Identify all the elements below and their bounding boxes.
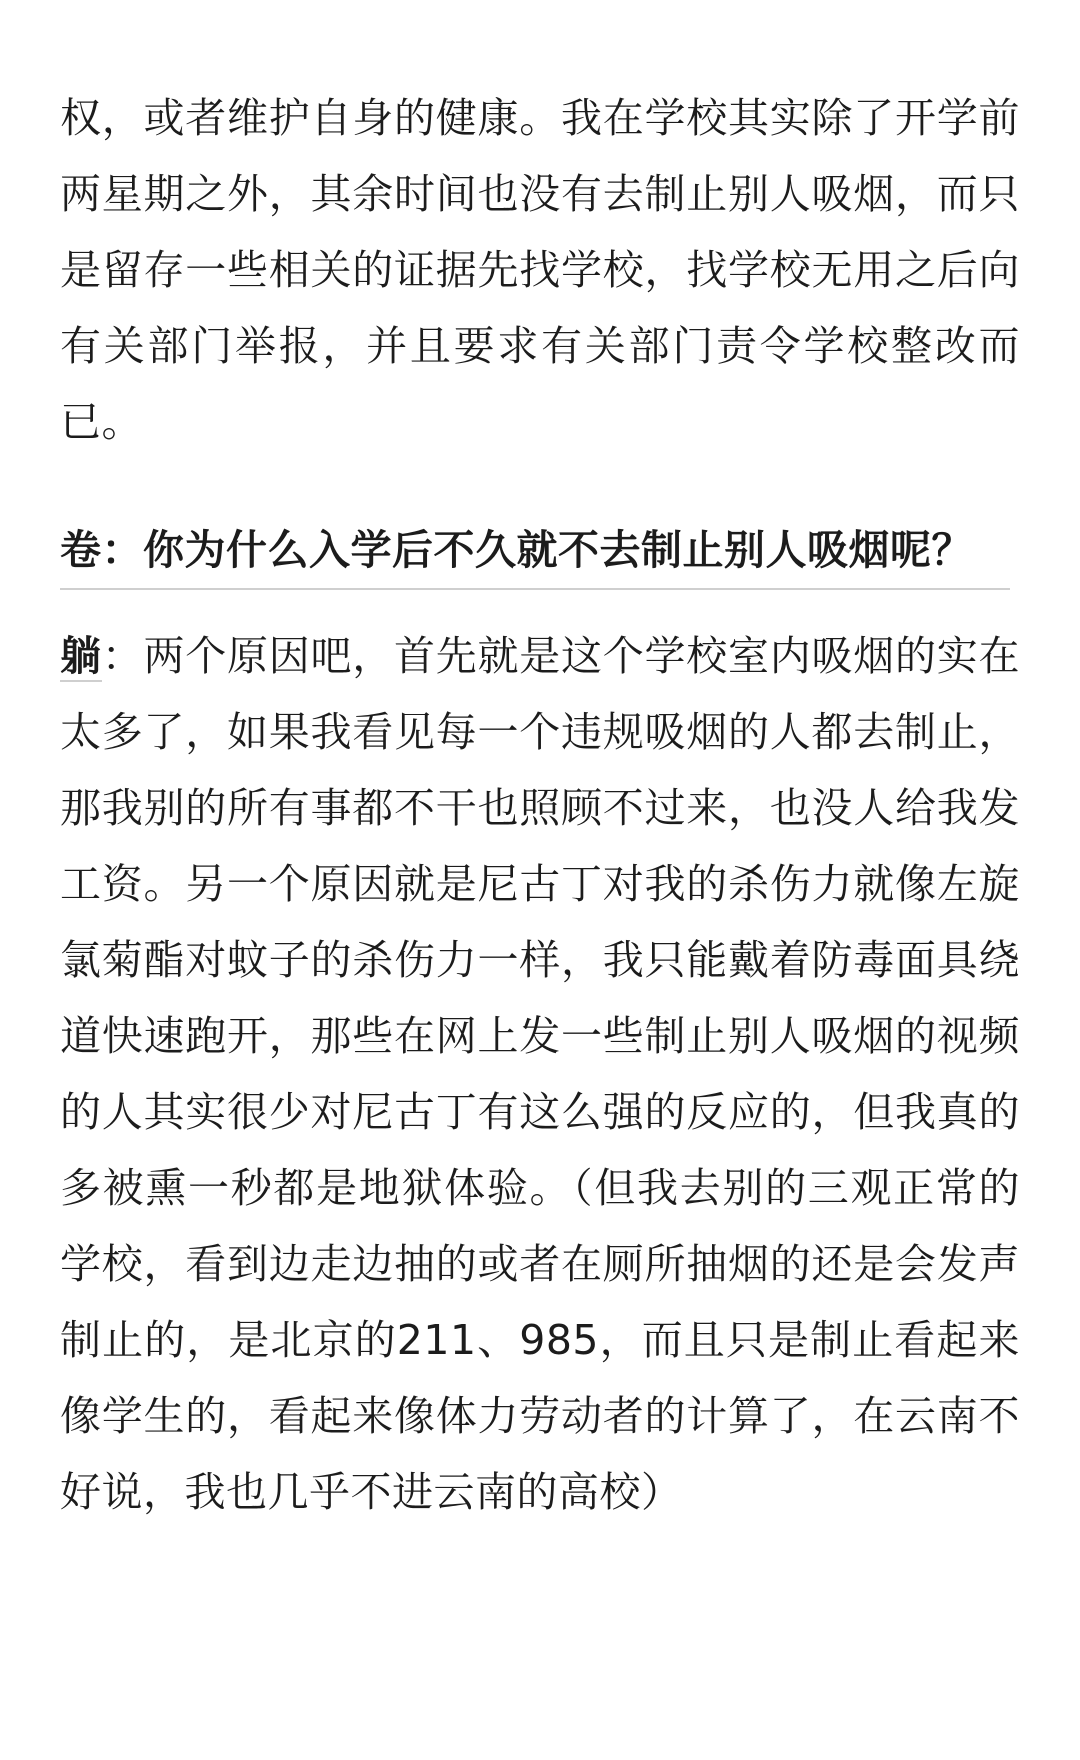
answer-colon: ： [101, 632, 144, 680]
answer-speaker: 躺 [60, 632, 102, 680]
article-body [60, 80, 1020, 1530]
question-text: 你为什么入学后不久就不去制止别人吸烟呢？ [143, 526, 973, 574]
question-speaker: 卷 [60, 526, 102, 574]
question-heading [60, 518, 1010, 590]
answer-paragraph [60, 618, 1020, 1530]
answer-text: 两个原因吧，首先就是这个学校室内吸烟的实在太多了，如果我看见每一个违规吸烟的人都去制止，那我别的所有事都不干也照顾不过来，也没人给我发工资。另一个原因就是尼古丁对我的杀伤力就像左旋氯菊酯对蚊子的杀伤力一样，我只能戴着防毒面具绕道快速跑开，那些在网上发一些制止别人吸烟的视频的人其实很少对尼古丁有这么强的反应的，但我真的多被熏一秒都是地狱体验。（但我去别的三观正常的学校，看到边走边抽的或者在厕所抽烟的还是会发声制止的，是北京的211、985，而且只是制止看起来像学生的，看起来像体力劳动者的计算了，在云南不好说，我也几乎不进云南的高校） [60, 632, 1020, 1516]
question-colon: ： [101, 526, 143, 574]
paragraph-1: 权，或者维护自身的健康。我在学校其实除了开学前两星期之外，其余时间也没有去制止别人吸烟，而只是留存一些相关的证据先找学校，找学校无用之后向有关部门举报，并且要求有关部门责令学校整改而已。 [60, 94, 1020, 446]
